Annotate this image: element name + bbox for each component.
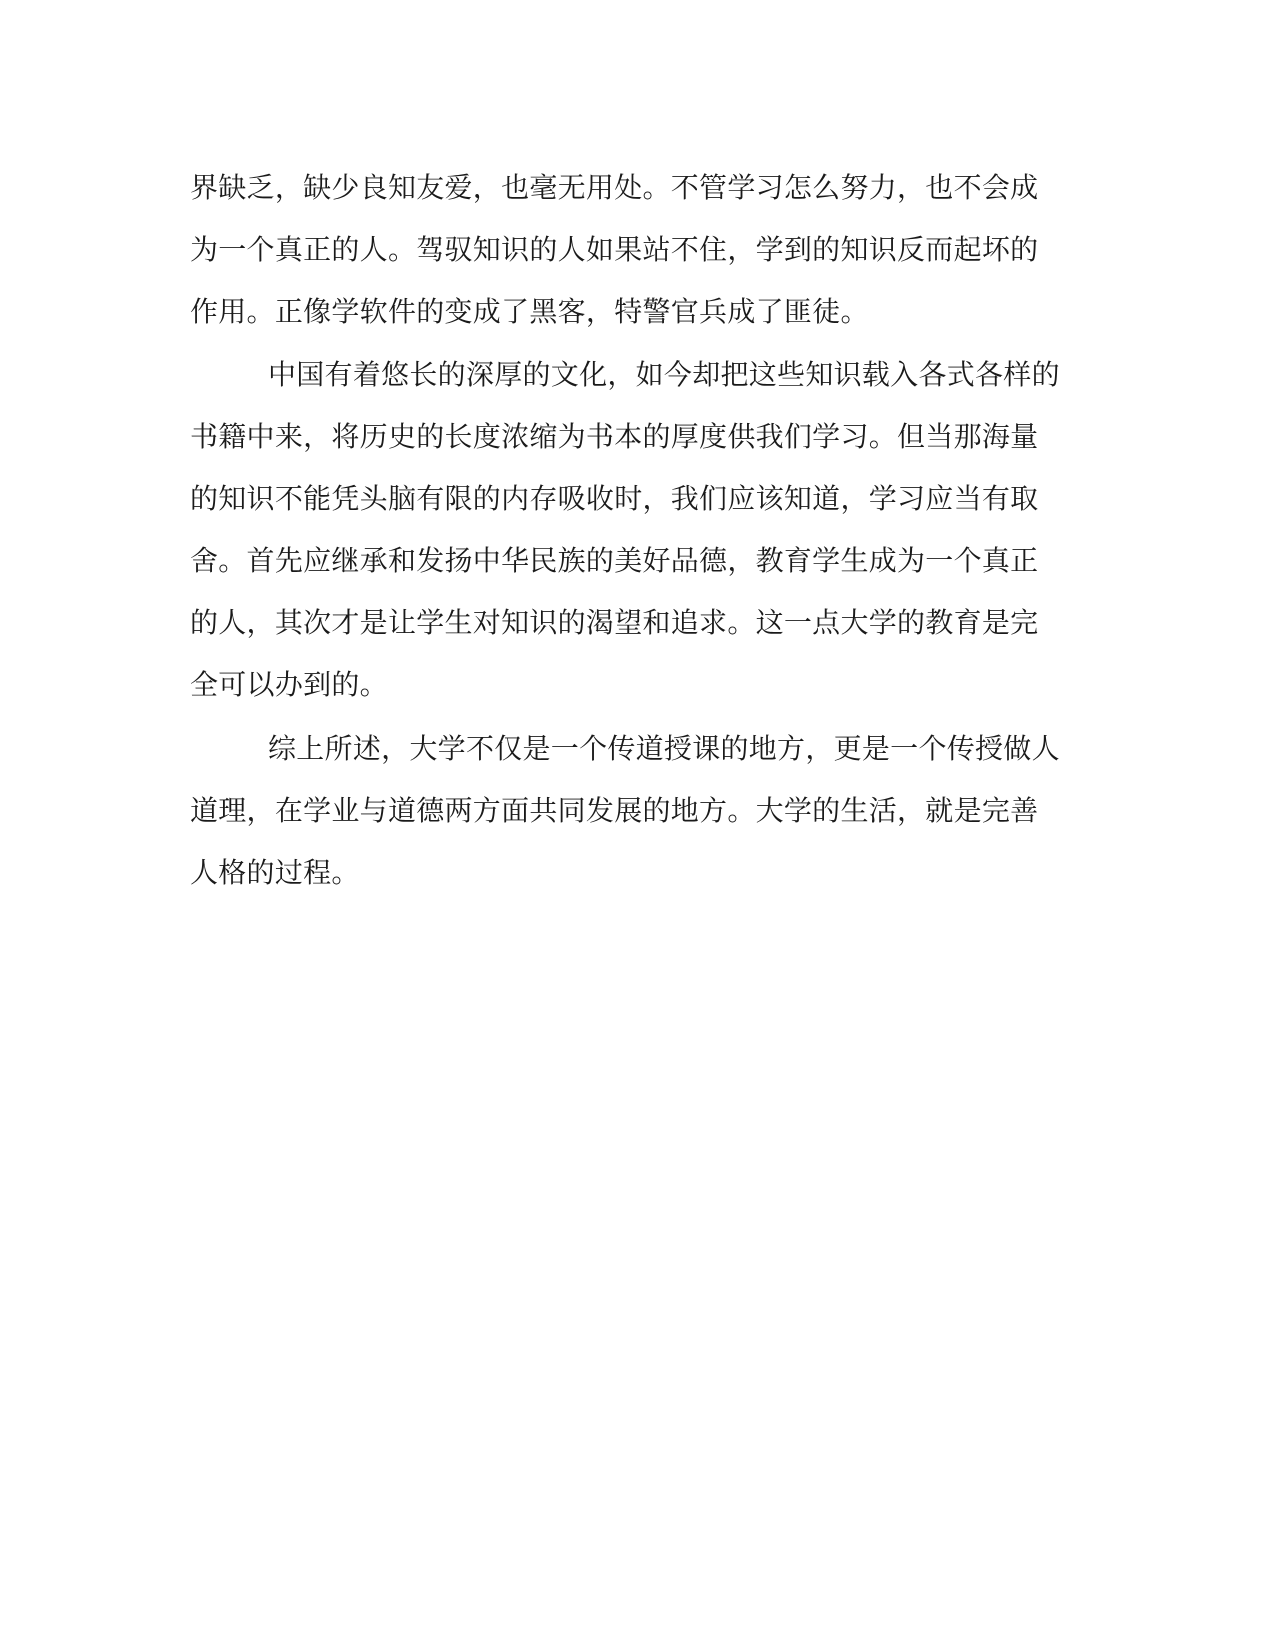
text-line: 的知识不能凭头脑有限的内存吸收时，我们应该知道，学习应当有取: [190, 482, 1039, 515]
text-line: 人格的过程。: [190, 856, 360, 889]
text-line: 界缺乏，缺少良知友爱，也毫无用处。不管学习怎么努力，也不会成: [190, 171, 1039, 204]
text-line: 的人，其次才是让学生对知识的渴望和追求。这一点大学的教育是完: [190, 606, 1039, 639]
text-line: 作用。正像学软件的变成了黑客，特警官兵成了匪徒。: [190, 295, 869, 328]
text-line: 舍。首先应继承和发扬中华民族的美好品德，教育学生成为一个真正: [190, 544, 1039, 577]
text-line: 为一个真正的人。驾驭知识的人如果站不住，学到的知识反而起坏的: [190, 233, 1039, 266]
text-line: 综上所述，大学不仅是一个传道授课的地方，更是一个传授做人: [268, 732, 1060, 765]
text-line: 全可以办到的。: [190, 668, 388, 701]
text-line: 书籍中来，将历史的长度浓缩为书本的厚度供我们学习。但当那海量: [190, 420, 1039, 453]
text-line: 道理，在学业与道德两方面共同发展的地方。大学的生活，就是完善: [190, 794, 1039, 827]
text-line: 中国有着悠长的深厚的文化，如今却把这些知识载入各式各样的: [268, 358, 1060, 391]
